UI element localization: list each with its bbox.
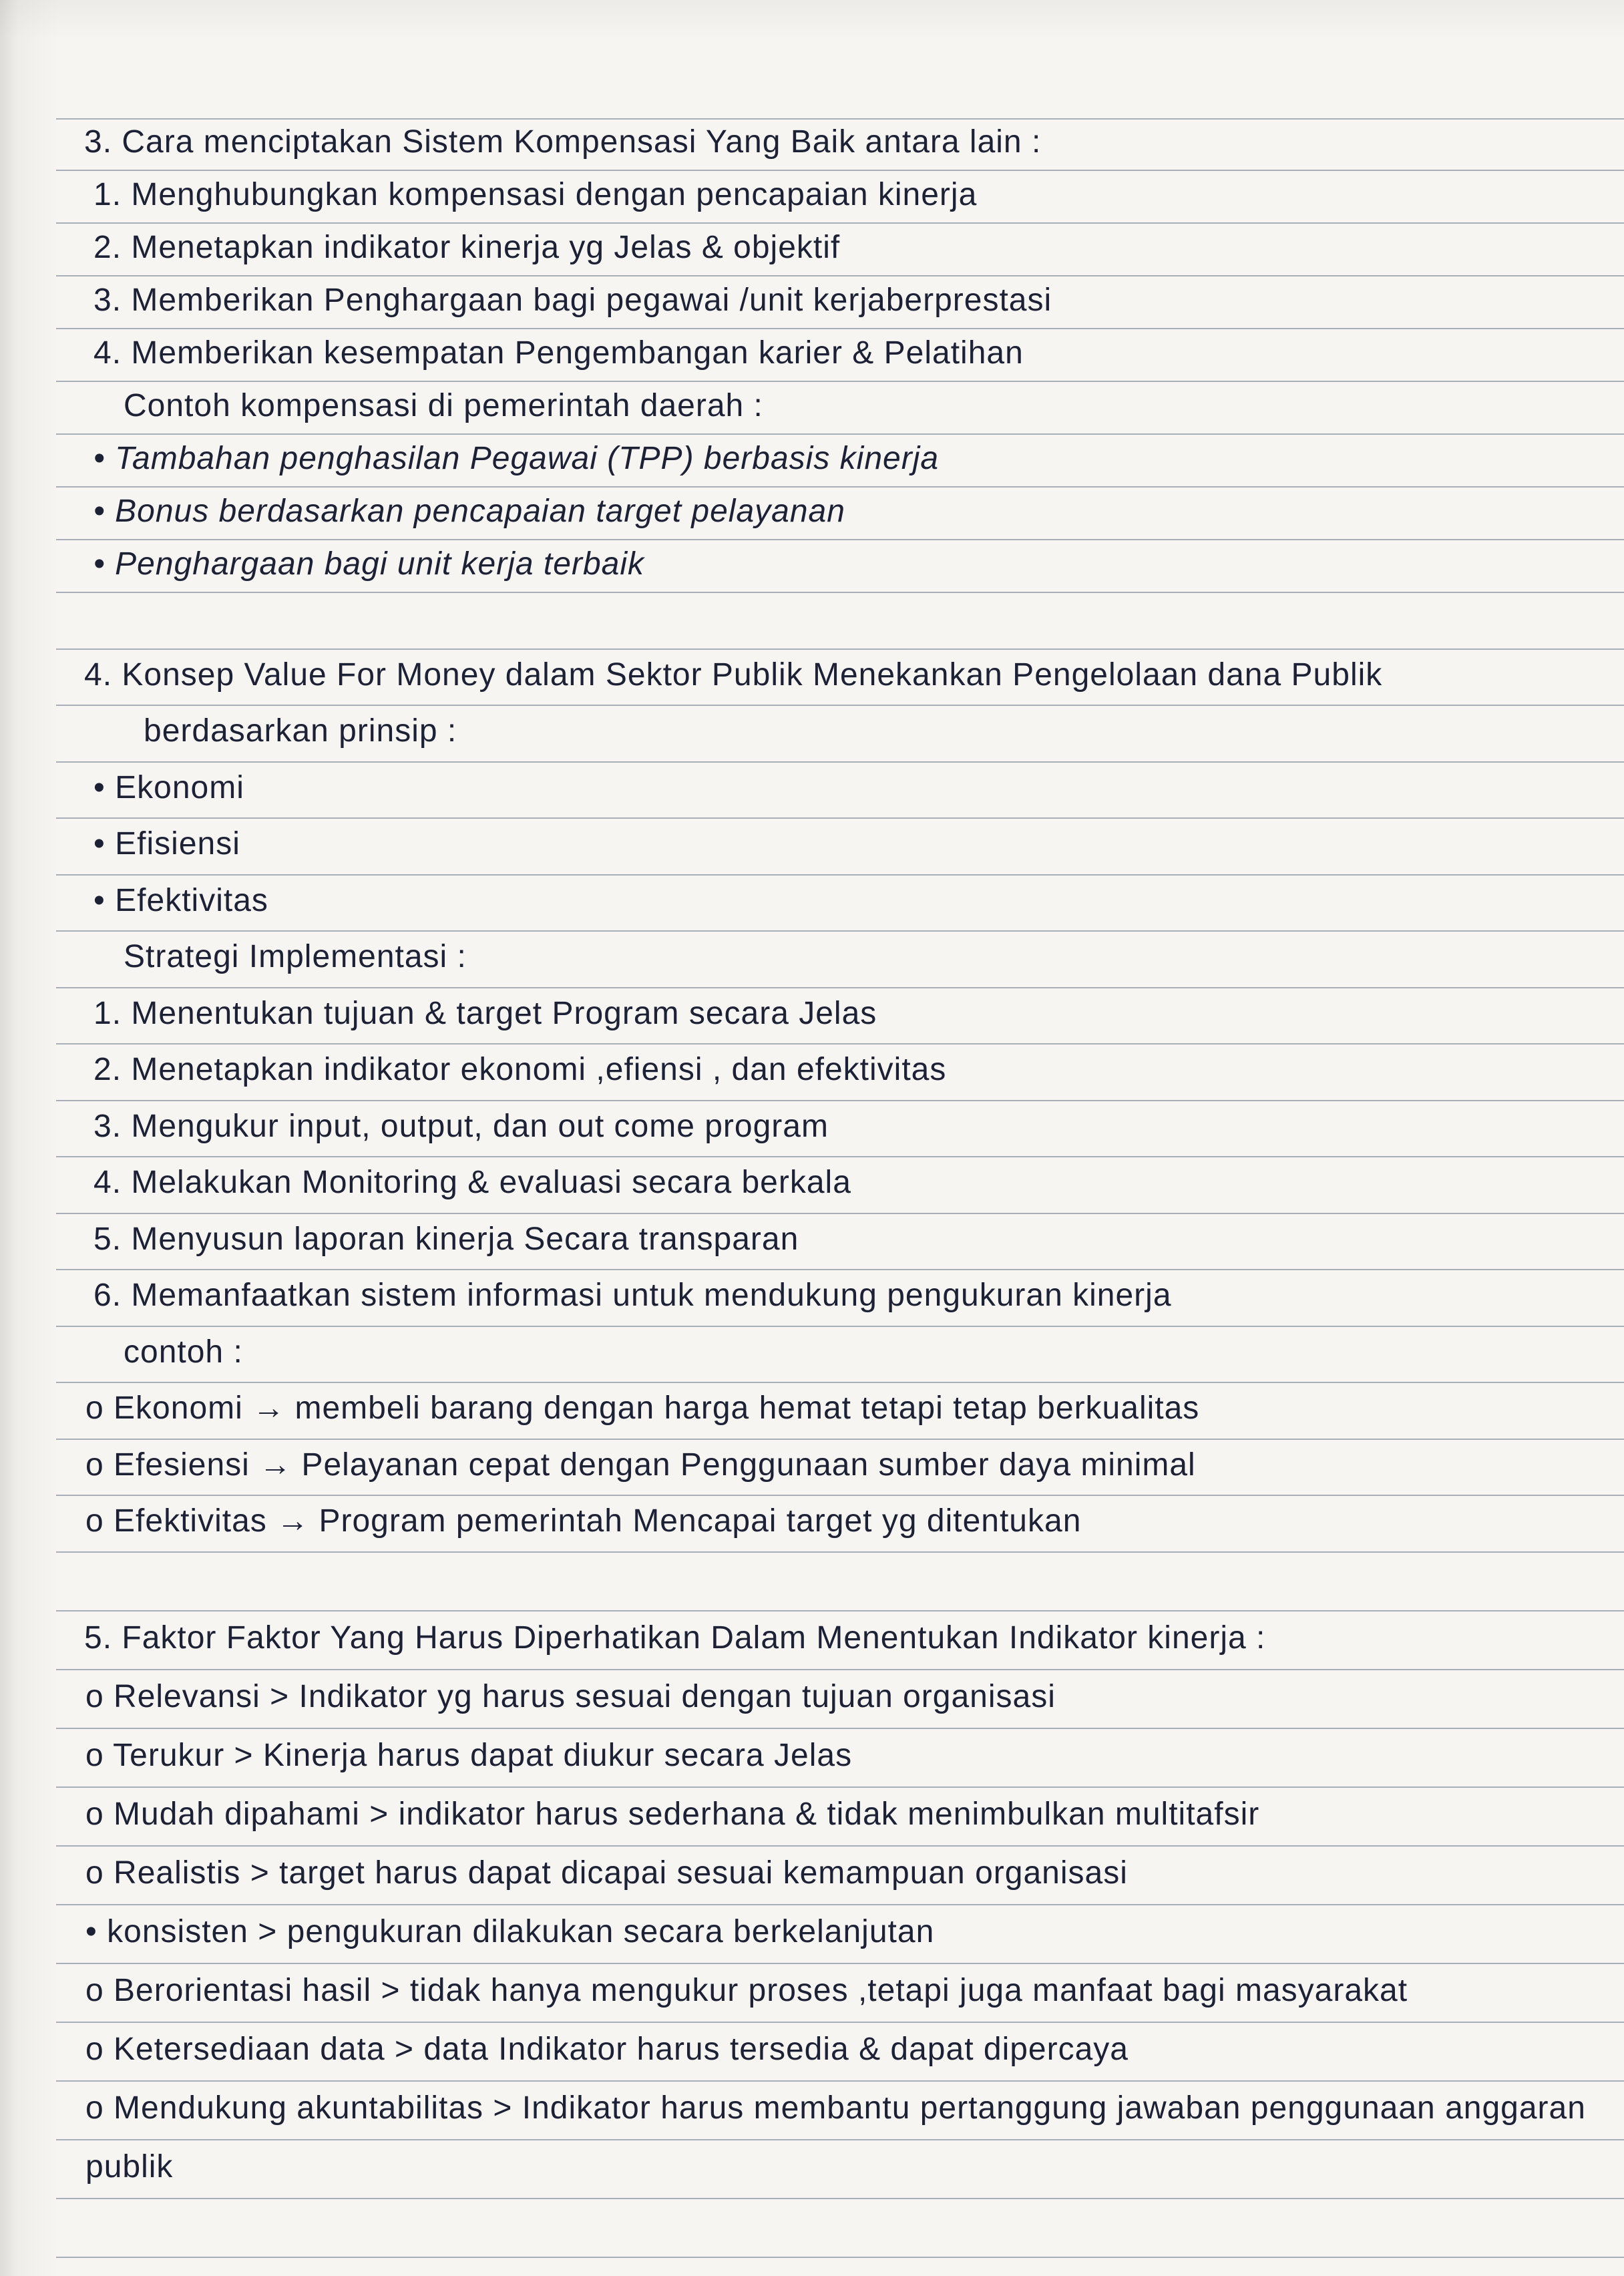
note-line bbox=[0, 876, 1624, 932]
note-line bbox=[0, 1327, 1624, 1384]
note-line bbox=[0, 1101, 1624, 1158]
note-line bbox=[0, 706, 1624, 763]
blank-line bbox=[0, 2199, 1624, 2258]
factor-item: o Mendukung akuntabilitas > Indikator harus membantu pertanggung jawaban penggunaan anggaran bbox=[85, 2090, 1586, 2126]
list-item: 2. Menetapkan indikator ekonomi ,efiensi , dan efektivitas bbox=[93, 1052, 947, 1087]
strategy-label: Strategi Implementasi : bbox=[124, 939, 467, 974]
note-line bbox=[0, 2082, 1624, 2140]
note-line bbox=[0, 763, 1624, 819]
note-line bbox=[0, 2140, 1624, 2199]
note-line bbox=[0, 1611, 1624, 1670]
blank-line bbox=[0, 1553, 1624, 1611]
section-4-heading-continued: berdasarkan prinsip : bbox=[144, 713, 457, 749]
note-line bbox=[0, 1670, 1624, 1729]
factor-item: o Ketersediaan data > data Indikator harus tersedia & dapat dipercaya bbox=[85, 2031, 1129, 2067]
note-line bbox=[0, 1214, 1624, 1271]
note-line bbox=[0, 1496, 1624, 1553]
note-line bbox=[0, 1270, 1624, 1327]
note-line bbox=[0, 988, 1624, 1045]
note-line bbox=[0, 1847, 1624, 1905]
factor-item-continued: publik bbox=[85, 2148, 174, 2185]
note-line bbox=[0, 1440, 1624, 1497]
note-line bbox=[0, 1045, 1624, 1101]
list-item: 3. Mengukur input, output, dan out come program bbox=[93, 1108, 829, 1144]
factor-item: o Relevansi > Indikator yg harus sesuai dengan tujuan organisasi bbox=[85, 1678, 1056, 1714]
bullet-item: • Efektivitas bbox=[93, 882, 268, 918]
list-item: 1. Menghubungkan kompensasi dengan pencapaian kinerja bbox=[93, 177, 978, 212]
list-item: 6. Memanfaatkan sistem informasi untuk mendukung pengukuran kinerja bbox=[93, 1278, 1172, 1313]
section-3-heading: 3. Cara menciptakan Sistem Kompensasi Yang Baik antara lain : bbox=[84, 124, 1042, 160]
note-line bbox=[0, 932, 1624, 988]
note-line bbox=[0, 1157, 1624, 1214]
factor-item: o Realistis > target harus dapat dicapai sesuai kemampuan organisasi bbox=[85, 1855, 1128, 1891]
examples-label: Contoh kompensasi di pemerintah daerah : bbox=[124, 388, 763, 423]
note-line bbox=[0, 540, 1624, 593]
factor-item: o Berorientasi hasil > tidak hanya mengukur proses ,tetapi juga manfaat bagi masyarakat bbox=[85, 1972, 1408, 2008]
example-item: o Efesiensi → Pelayanan cepat dengan Penggunaan sumber daya minimal bbox=[85, 1447, 1196, 1483]
factor-item: • konsisten > pengukuran dilakukan secara berkelanjutan bbox=[85, 1913, 935, 1949]
note-line bbox=[0, 171, 1624, 224]
note-line bbox=[0, 1729, 1624, 1788]
note-line bbox=[0, 276, 1624, 329]
list-item: 4. Melakukan Monitoring & evaluasi secara berkala bbox=[93, 1165, 851, 1200]
list-item: 3. Memberikan Penghargaan bagi pegawai /unit kerjaberprestasi bbox=[93, 282, 1052, 318]
note-line bbox=[0, 1383, 1624, 1440]
bullet-item: • Penghargaan bagi unit kerja terbaik bbox=[93, 546, 644, 582]
section-5-heading: 5. Faktor Faktor Yang Harus Diperhatikan Dalam Menentukan Indikator kinerja : bbox=[84, 1620, 1266, 1656]
note-line bbox=[0, 2023, 1624, 2082]
note-line bbox=[0, 650, 1624, 707]
bullet-item: • Efisiensi bbox=[93, 826, 240, 862]
bullet-item: • Tambahan penghasilan Pegawai (TPP) berbasis kinerja bbox=[93, 441, 940, 476]
note-line bbox=[0, 1964, 1624, 2023]
factor-item: o Mudah dipahami > indikator harus sederhana & tidak menimbulkan multitafsir bbox=[85, 1796, 1260, 1832]
note-line bbox=[0, 329, 1624, 382]
note-line bbox=[0, 488, 1624, 540]
list-item: 5. Menyusun laporan kinerja Secara transparan bbox=[93, 1221, 799, 1257]
note-line bbox=[0, 819, 1624, 876]
note-line bbox=[0, 382, 1624, 435]
list-item: 1. Menentukan tujuan & target Program secara Jelas bbox=[93, 995, 877, 1031]
note-line bbox=[0, 435, 1624, 488]
note-line bbox=[0, 118, 1624, 171]
bullet-item: • Bonus berdasarkan pencapaian target pelayanan bbox=[93, 494, 845, 529]
blank-line bbox=[0, 593, 1624, 650]
list-item: 2. Menetapkan indikator kinerja yg Jelas & objektif bbox=[93, 230, 841, 265]
bullet-item: • Ekonomi bbox=[93, 769, 244, 805]
list-item: 4. Memberikan kesempatan Pengembangan karier & Pelatihan bbox=[93, 335, 1024, 371]
factor-item: o Terukur > Kinerja harus dapat diukur secara Jelas bbox=[85, 1737, 853, 1773]
examples-label: contoh : bbox=[124, 1334, 243, 1370]
example-item: o Efektivitas → Program pemerintah Mencapai target yg ditentukan bbox=[85, 1503, 1082, 1539]
note-line bbox=[0, 1788, 1624, 1847]
example-item: o Ekonomi → membeli barang dengan harga hemat tetapi tetap berkualitas bbox=[85, 1390, 1200, 1426]
lined-sheet bbox=[0, 118, 1624, 2258]
section-4-heading: 4. Konsep Value For Money dalam Sektor Publik Menekankan Pengelolaan dana Publik bbox=[84, 656, 1383, 693]
note-line bbox=[0, 224, 1624, 276]
note-line bbox=[0, 1905, 1624, 1964]
